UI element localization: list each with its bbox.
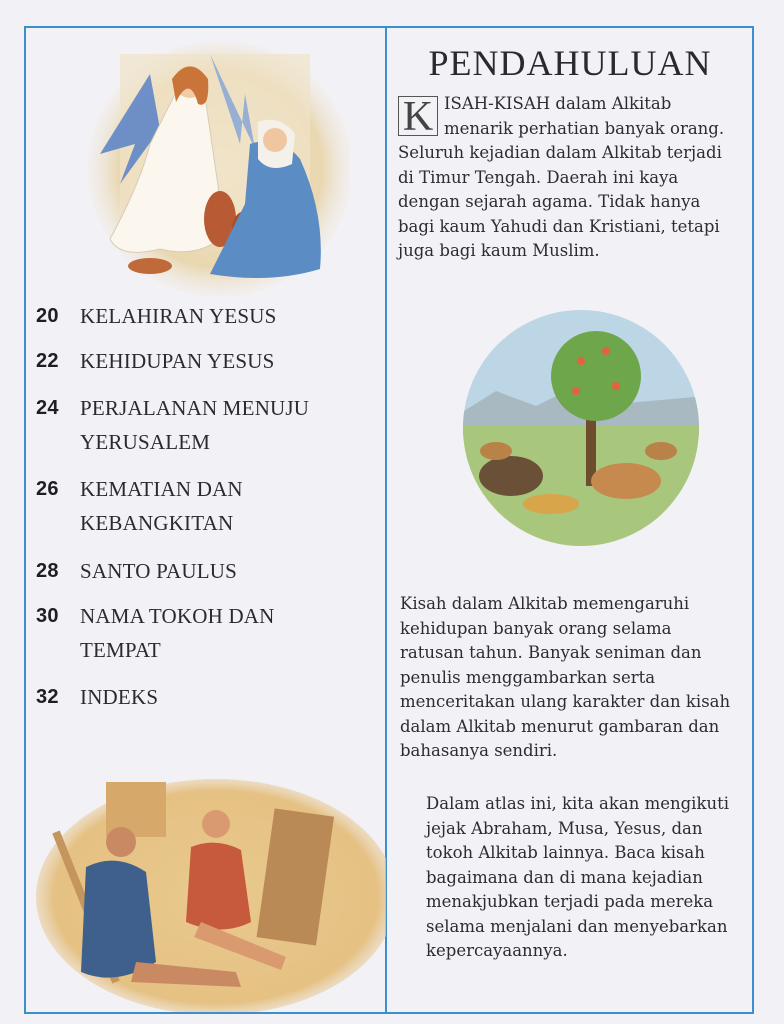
toc-title-line: KEHIDUPAN YESUS xyxy=(80,349,275,373)
drop-cap: K xyxy=(398,96,438,136)
tree-animals-illustration xyxy=(456,306,706,556)
toc-item[interactable] xyxy=(36,472,376,540)
intro-paragraph-3: Dalam atlas ini, kita akan mengikuti jejak Abraham, Musa, Yesus, dan tokoh Alkitab lainnya. Baca kisah bagaimana dan di mana kejadian menakjubkan terjadi pada mereka selama menjalani dan menyebarkan kepercayaannya. xyxy=(426,794,729,960)
angel-annunciation-illustration xyxy=(80,34,350,296)
toc-page-number: 24 xyxy=(36,397,59,419)
toc-title-line: KEMATIAN DAN xyxy=(80,477,243,501)
intro-paragraph-2: Kisah dalam Alkitab memengaruhi kehidupan banyak orang selama ratusan tahun. Banyak seniman dan penulis menggambarkan serta menceritakan ulang karakter dan kisah dalam Alkitab menurut gambaran dan bahasanya sendiri. xyxy=(400,594,731,760)
toc-title-line: NAMA TOKOH DAN xyxy=(80,604,275,628)
toc-title-line: PERJALANAN MENUJU xyxy=(80,396,310,420)
toc-item[interactable] xyxy=(36,299,376,333)
toc-page-number: 30 xyxy=(36,605,59,627)
toc-title-line: SANTO PAULUS xyxy=(80,559,238,583)
two-men-illustration xyxy=(26,772,386,1012)
toc-item[interactable] xyxy=(36,554,376,588)
page-title: PENDAHULUAN xyxy=(428,43,712,83)
toc-item[interactable] xyxy=(36,344,376,378)
toc-title-line: KEBANGKITAN xyxy=(80,511,234,535)
intro-paragraph-1-text: ISAH-KISAH dalam Alkitab menarik perhatian banyak orang. Seluruh kejadian dalam Alkitab terjadi di Timur Tengah. Daerah ini kaya dengan sejarah agama. Tidak hanya bagi kaum Yahudi dan Kristiani, tetapi juga bagi kaum Muslim. xyxy=(398,94,725,260)
intro-paragraph-1 xyxy=(398,92,728,264)
toc-item[interactable] xyxy=(36,599,376,667)
toc-title-line: YERUSALEM xyxy=(80,430,211,454)
toc-page-number: 26 xyxy=(36,478,59,500)
toc-page-number: 22 xyxy=(36,350,59,372)
toc-page-number: 32 xyxy=(36,686,59,708)
toc-title-line: INDEKS xyxy=(80,685,159,709)
toc-title-line: TEMPAT xyxy=(80,638,161,662)
toc-page-number: 20 xyxy=(36,305,59,327)
toc-item[interactable] xyxy=(36,680,376,714)
toc-page-number: 28 xyxy=(36,560,59,582)
toc-item[interactable] xyxy=(36,391,376,459)
toc-title-line: KELAHIRAN YESUS xyxy=(80,304,277,328)
